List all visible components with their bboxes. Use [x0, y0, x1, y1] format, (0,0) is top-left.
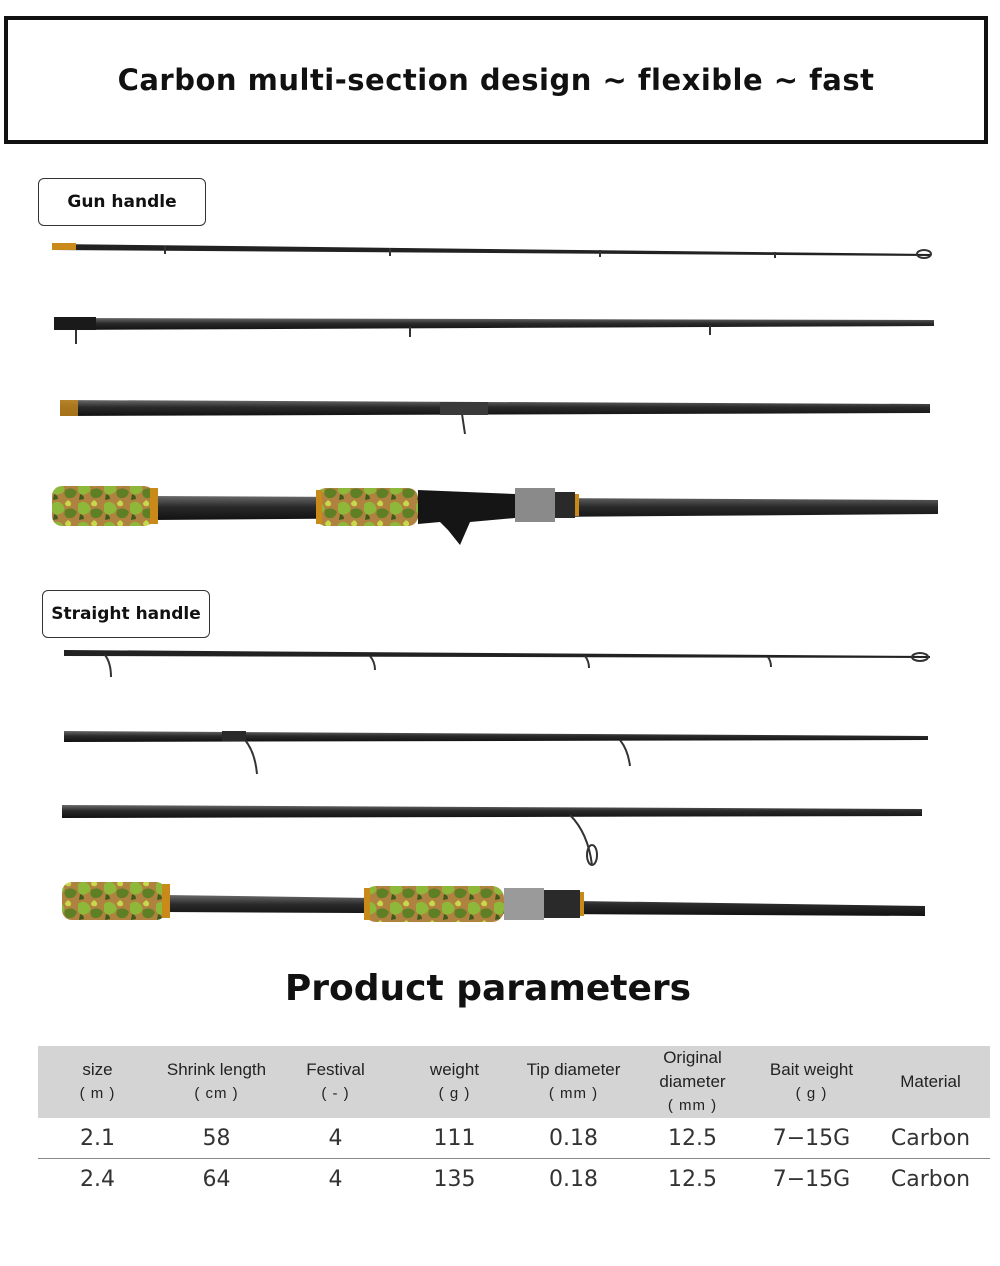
straight-handle-label: Straight handle [42, 590, 210, 638]
straight-rod-third-section [62, 805, 922, 865]
cell-bait-weight: 7−15G [772, 1166, 851, 1192]
cell-material: Carbon [871, 1118, 990, 1159]
cell-shrink-length: 64 [202, 1166, 231, 1192]
cell-tip-diameter: 0.18 [549, 1166, 598, 1192]
cell-festival: 4 [276, 1118, 395, 1159]
cell-material: Carbon [890, 1166, 971, 1192]
cell-original-diameter: 12.5 [633, 1118, 752, 1159]
header-material: Material [871, 1046, 990, 1118]
straight-rod-handle-section [62, 882, 925, 922]
straight-rod-second-section [64, 731, 928, 774]
header-tip-diameter: Tip diameter ( mm ) [514, 1046, 633, 1118]
banner-title: Carbon multi-section design ~ flexible ~ fast [117, 63, 875, 97]
header-size: size ( m ) [38, 1046, 157, 1118]
cell-bait-weight: 7−15G [752, 1118, 871, 1159]
cell-shrink-length: 58 [157, 1118, 276, 1159]
cell-size: 2.4 [80, 1166, 115, 1192]
cell-weight: 135 [433, 1166, 476, 1192]
straight-rod-tip-section [64, 650, 930, 677]
cell-original-diameter: 12.5 [668, 1166, 717, 1192]
table-row [38, 1118, 990, 1159]
header-weight: weight ( g ) [395, 1046, 514, 1118]
cell-tip-diameter: 0.18 [514, 1118, 633, 1159]
header-original-diameter: Original diameter ( mm ) [633, 1046, 752, 1118]
gun-handle-label: Gun handle [38, 178, 206, 226]
header-bait-weight: Bait weight ( g ) [752, 1046, 871, 1118]
product-parameters-title: Product parameters [284, 968, 692, 1009]
cell-weight: 111 [395, 1118, 514, 1159]
header-festival: Festival ( - ) [276, 1046, 395, 1118]
parameters-table [38, 1046, 990, 1199]
table-row [38, 1159, 990, 1200]
cell-size: 2.1 [38, 1118, 157, 1159]
header-shrink-length: Shrink length ( cm ) [157, 1046, 276, 1118]
table-header-row [38, 1046, 990, 1118]
cell-festival: 4 [328, 1166, 343, 1192]
